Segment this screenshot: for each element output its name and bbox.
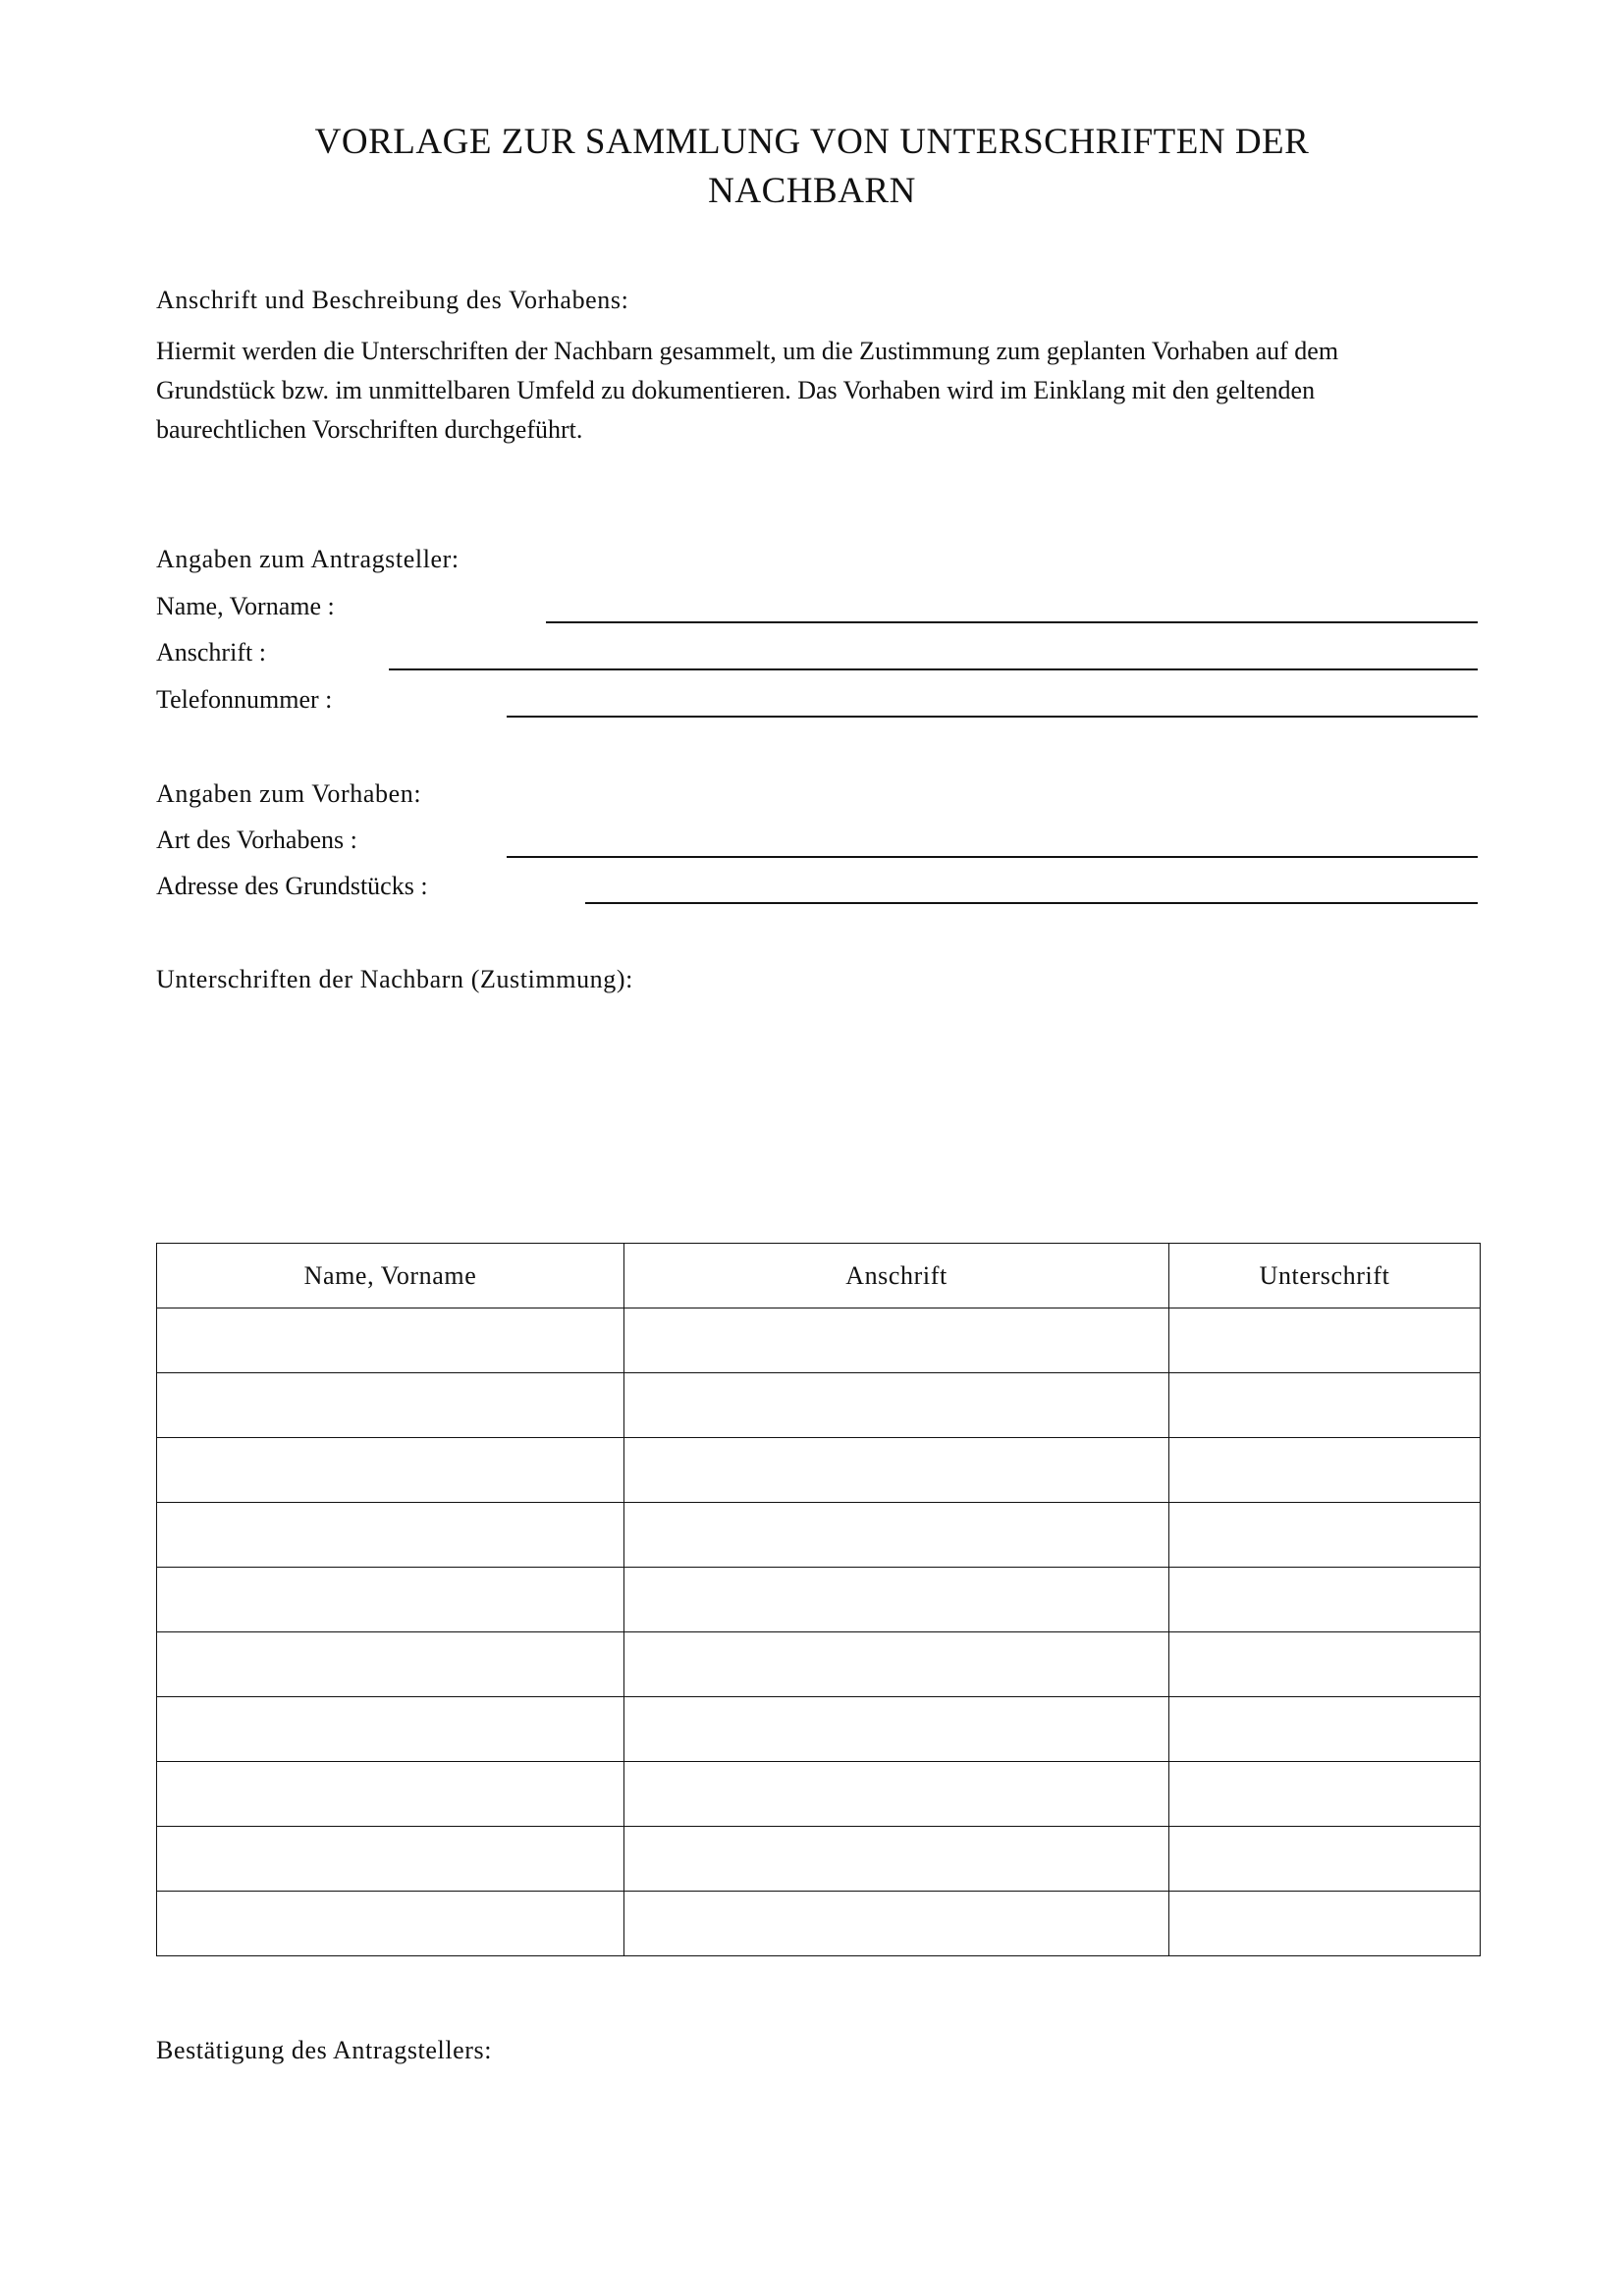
description-line-3: baurechtlichen Vorschriften durchgeführt. bbox=[156, 415, 583, 444]
table-row bbox=[157, 1438, 1481, 1503]
signature-cell[interactable] bbox=[1169, 1762, 1481, 1827]
name-cell[interactable] bbox=[157, 1827, 624, 1892]
signature-cell[interactable] bbox=[1169, 1697, 1481, 1762]
address-cell[interactable] bbox=[624, 1892, 1169, 1956]
description-line-2: Grundstück bzw. im unmittelbaren Umfeld zu dokumentieren. Das Vorhaben wird im Einklang mit den geltenden bbox=[156, 376, 1316, 404]
signatures-heading: Unterschriften der Nachbarn (Zustimmung): bbox=[156, 965, 633, 993]
project-type-field[interactable] bbox=[507, 856, 1478, 858]
signature-cell[interactable] bbox=[1169, 1438, 1481, 1503]
name-cell[interactable] bbox=[157, 1438, 624, 1503]
signature-cell[interactable] bbox=[1169, 1827, 1481, 1892]
property-address-label: Adresse des Grundstücks : bbox=[156, 872, 428, 900]
address-cell[interactable] bbox=[624, 1568, 1169, 1632]
table-row bbox=[157, 1697, 1481, 1762]
project-description bbox=[156, 332, 1491, 450]
signature-cell[interactable] bbox=[1169, 1373, 1481, 1438]
column-header-address: Anschrift bbox=[624, 1244, 1169, 1308]
project-heading: Angaben zum Vorhaben: bbox=[156, 779, 422, 808]
signature-cell[interactable] bbox=[1169, 1568, 1481, 1632]
address-cell[interactable] bbox=[624, 1373, 1169, 1438]
table-row bbox=[157, 1632, 1481, 1697]
signature-cell[interactable] bbox=[1169, 1308, 1481, 1373]
document-title bbox=[0, 118, 1624, 216]
confirmation-heading: Bestätigung des Antragstellers: bbox=[156, 2036, 493, 2064]
name-cell[interactable] bbox=[157, 1697, 624, 1762]
document-title-line-2: NACHBARN bbox=[708, 171, 916, 211]
address-cell[interactable] bbox=[624, 1308, 1169, 1373]
address-cell[interactable] bbox=[624, 1697, 1169, 1762]
table-row bbox=[157, 1503, 1481, 1568]
description-line-1: Hiermit werden die Unterschriften der Nachbarn gesammelt, um die Zustimmung zum geplanten Vorhaben auf dem bbox=[156, 337, 1339, 365]
intro-heading: Anschrift und Beschreibung des Vorhabens: bbox=[156, 286, 629, 314]
project-type-label: Art des Vorhabens : bbox=[156, 826, 357, 854]
table-row bbox=[157, 1762, 1481, 1827]
table-row bbox=[157, 1568, 1481, 1632]
signature-cell[interactable] bbox=[1169, 1503, 1481, 1568]
signature-table bbox=[156, 1243, 1481, 1956]
applicant-phone-label: Telefonnummer : bbox=[156, 685, 333, 714]
address-cell[interactable] bbox=[624, 1503, 1169, 1568]
applicant-address-field[interactable] bbox=[389, 668, 1478, 670]
column-header-signature: Unterschrift bbox=[1169, 1244, 1481, 1308]
address-cell[interactable] bbox=[624, 1632, 1169, 1697]
name-cell[interactable] bbox=[157, 1568, 624, 1632]
applicant-name-label: Name, Vorname : bbox=[156, 592, 335, 620]
name-cell[interactable] bbox=[157, 1762, 624, 1827]
applicant-phone-field[interactable] bbox=[507, 716, 1478, 718]
address-cell[interactable] bbox=[624, 1827, 1169, 1892]
name-cell[interactable] bbox=[157, 1373, 624, 1438]
table-row bbox=[157, 1827, 1481, 1892]
signature-table-header bbox=[157, 1244, 1481, 1308]
document-title-line-1: VORLAGE ZUR SAMMLUNG VON UNTERSCHRIFTEN DER bbox=[314, 122, 1310, 162]
address-cell[interactable] bbox=[624, 1438, 1169, 1503]
column-header-name: Name, Vorname bbox=[157, 1244, 624, 1308]
applicant-address-label: Anschrift : bbox=[156, 638, 266, 667]
table-row bbox=[157, 1373, 1481, 1438]
name-cell[interactable] bbox=[157, 1632, 624, 1697]
name-cell[interactable] bbox=[157, 1892, 624, 1956]
address-cell[interactable] bbox=[624, 1762, 1169, 1827]
applicant-name-field[interactable] bbox=[546, 621, 1478, 623]
table-row bbox=[157, 1892, 1481, 1956]
table-row bbox=[157, 1308, 1481, 1373]
applicant-heading: Angaben zum Antragsteller: bbox=[156, 545, 460, 573]
name-cell[interactable] bbox=[157, 1503, 624, 1568]
property-address-field[interactable] bbox=[585, 902, 1478, 904]
name-cell[interactable] bbox=[157, 1308, 624, 1373]
signature-cell[interactable] bbox=[1169, 1892, 1481, 1956]
signature-cell[interactable] bbox=[1169, 1632, 1481, 1697]
